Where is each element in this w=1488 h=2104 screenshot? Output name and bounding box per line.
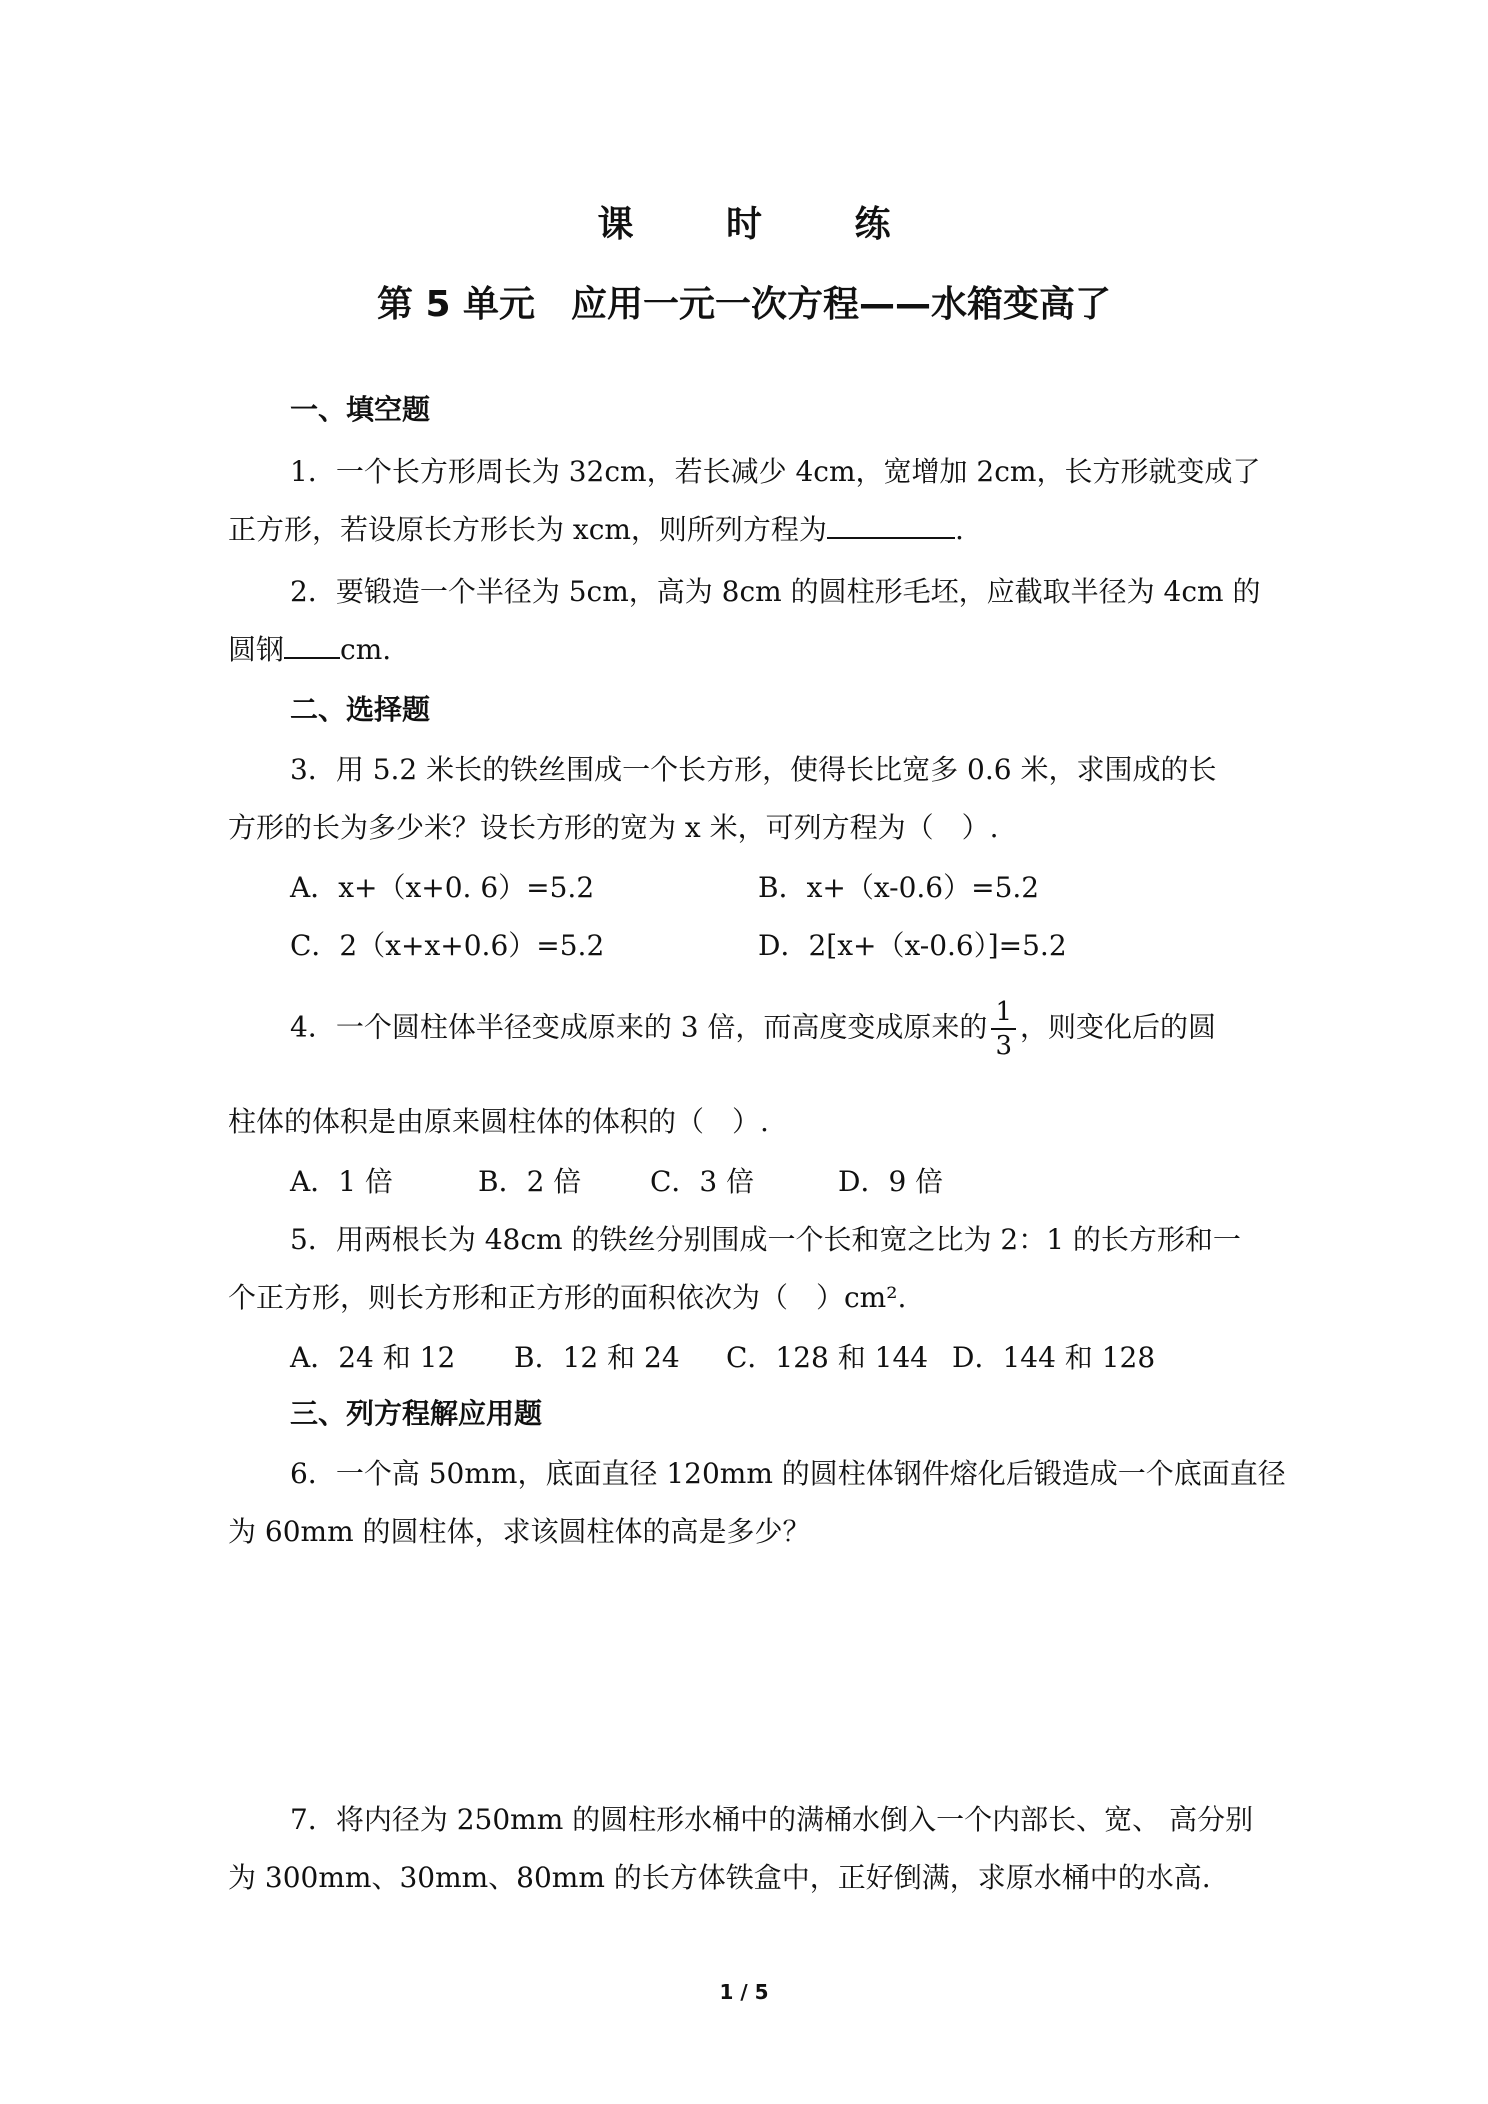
q4-line2: 柱体的体积是由原来圆柱体的体积的（ ）.	[228, 1105, 769, 1138]
section-heading-multiple-choice: 二、选择题	[290, 693, 431, 726]
q5-option-d: D．144 和 128	[952, 1341, 1156, 1374]
document-title: 课 时 练	[597, 204, 931, 245]
section-heading-fill-blank: 一、填空题	[290, 393, 431, 426]
q1-line2	[228, 508, 964, 548]
fraction-denominator: 3	[995, 1031, 1012, 1061]
fraction-numerator: 1	[991, 996, 1016, 1030]
q3-option-c: C．2（x+x+0.6）=5.2	[290, 929, 605, 962]
q1-line1: 1．一个长方形周长为 32cm，若长减少 4cm，宽增加 2cm，长方形就变成了	[290, 455, 1261, 488]
q3-line2: 方形的长为多少米？设长方形的宽为 x 米，可列方程为（ ）.	[228, 811, 999, 844]
q3-option-b: B．x+（x-0.6）=5.2	[758, 871, 1040, 904]
q1-line2-end: .	[954, 513, 964, 546]
answer-blank	[827, 515, 955, 539]
q4-option-b: B．2 倍	[478, 1165, 582, 1198]
q4-line1	[290, 996, 1216, 1062]
q3-line1: 3．用 5.2 米长的铁丝围成一个长方形，使得长比宽多 0.6 米，求围成的长	[290, 753, 1217, 786]
document-subtitle: 第 5 单元 应用一元一次方程——水箱变高了	[376, 284, 1112, 325]
q5-option-c: C．128 和 144	[726, 1341, 929, 1374]
q4-option-d: D．9 倍	[838, 1165, 944, 1198]
q4-line1-end: ，则变化后的圆	[1019, 1010, 1216, 1044]
q6-line2: 为 60mm 的圆柱体，求该圆柱体的高是多少？	[228, 1515, 811, 1548]
q5-option-b: B．12 和 24	[514, 1341, 680, 1374]
q6-line1: 6．一个高 50mm，底面直径 120mm 的圆柱体钢件熔化后锻造成一个底面直径	[290, 1457, 1286, 1490]
q3-option-a: A．x+（x+0. 6）=5.2	[290, 871, 595, 904]
section-heading-word-problems: 三、列方程解应用题	[290, 1397, 543, 1430]
q5-line2: 个正方形，则长方形和正方形的面积依次为（ ）cm².	[228, 1281, 907, 1314]
q2-line2-text: 圆钢	[228, 633, 285, 666]
q4-line1-text: 4．一个圆柱体半径变成原来的 3 倍，而高度变成原来的	[290, 1010, 988, 1044]
q5-line1: 5．用两根长为 48cm 的铁丝分别围成一个长和宽之比为 2：1 的长方形和一	[290, 1223, 1241, 1256]
q2-line2	[228, 628, 391, 668]
q2-line1: 2．要锻造一个半径为 5cm，高为 8cm 的圆柱形毛坯，应截取半径为 4cm 的	[290, 575, 1261, 608]
q3-option-d: D．2[x+（x-0.6）]=5.2	[758, 929, 1067, 962]
fraction-one-third	[991, 996, 1016, 1062]
q7-line2: 为 300mm、30mm、80mm 的长方体铁盒中，正好倒满，求原水桶中的水高.	[228, 1861, 1211, 1894]
page-number: 1 / 5	[719, 1980, 769, 2004]
q2-line2-end: cm.	[340, 633, 392, 666]
q4-option-a: A．1 倍	[290, 1165, 393, 1198]
q4-option-c: C．3 倍	[650, 1165, 755, 1198]
q1-line2-text: 正方形，若设原长方形长为 xcm，则所列方程为	[228, 513, 827, 546]
answer-blank	[284, 635, 340, 659]
q7-line1: 7．将内径为 250mm 的圆柱形水桶中的满桶水倒入一个内部长、宽、 高分别	[290, 1803, 1254, 1836]
q5-option-a: A．24 和 12	[290, 1341, 456, 1374]
